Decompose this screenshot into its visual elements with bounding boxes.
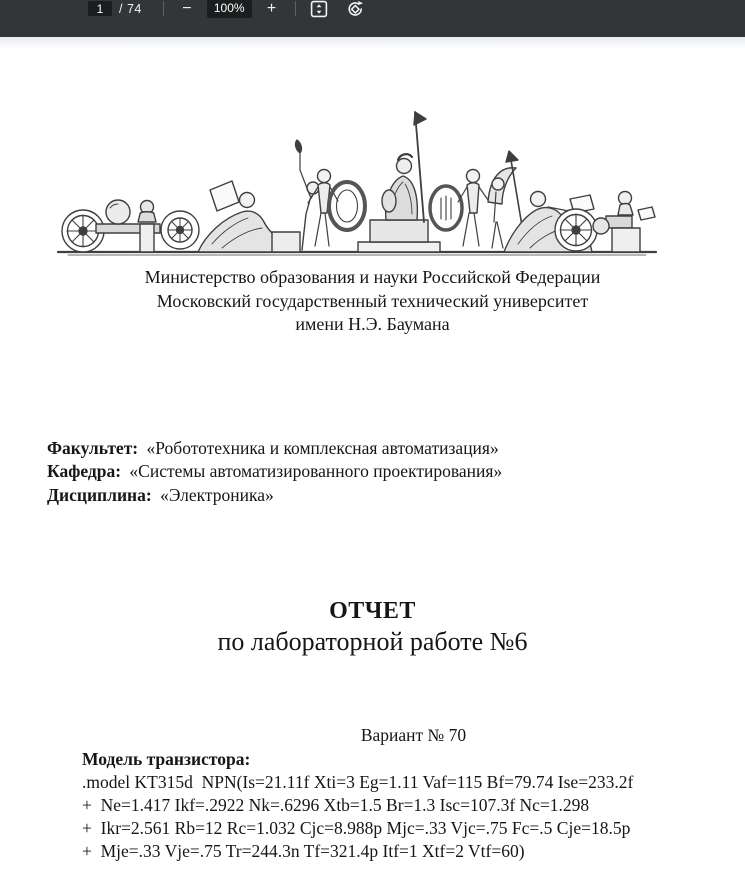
discipline-label: Дисциплина: bbox=[47, 484, 152, 505]
model-heading: Модель транзистора: bbox=[82, 749, 251, 769]
report-title: ОТЧЕТ bbox=[329, 598, 416, 624]
transistor-model-block bbox=[82, 748, 735, 863]
fit-to-page-button[interactable] bbox=[309, 0, 329, 18]
variant-label: Вариант № 70 bbox=[360, 725, 467, 745]
ministry-line-3: имени Н.Э. Баумана bbox=[295, 314, 450, 334]
faculty-label: Факультет: bbox=[47, 438, 139, 458]
department-label: Кафедра: bbox=[47, 461, 122, 482]
ministry-line-2: Московский государственный технический университет bbox=[156, 290, 589, 311]
course-info-block bbox=[47, 437, 725, 507]
rotate-button[interactable] bbox=[346, 0, 366, 18]
toolbar-controls bbox=[88, 0, 366, 17]
model-line-3: + Ikr=2.561 Rb=12 Rc=1.032 Cjc=8.988p Mjc=.33 Vjc=.75 Fc=.5 Cje=18.5p bbox=[82, 818, 631, 838]
document-page[interactable] bbox=[0, 37, 745, 871]
page-count-label: / 74 bbox=[119, 1, 142, 16]
report-subtitle: по лабораторной работе №6 bbox=[217, 627, 528, 656]
zoom-out-button[interactable]: − bbox=[176, 0, 198, 17]
discipline-line bbox=[47, 484, 725, 507]
model-line-4: + Mje=.33 Vje=.75 Tr=244.3n Tf=321.4p Itf=1 Xtf=2 Vtf=60) bbox=[82, 841, 525, 861]
toolbar-divider bbox=[295, 1, 296, 16]
fit-to-page-icon bbox=[310, 0, 328, 18]
zoom-in-button[interactable]: + bbox=[261, 0, 283, 17]
bmstu-engraving bbox=[52, 104, 662, 256]
toolbar-divider bbox=[163, 1, 164, 16]
university-header bbox=[0, 266, 745, 337]
model-line-2: + Ne=1.417 Ikf=.2922 Nk=.6296 Xtb=1.5 Br=1.3 Isc=107.3f Nc=1.298 bbox=[82, 795, 590, 815]
rotate-counterclockwise-icon bbox=[346, 0, 365, 18]
model-line-1: .model KT315d NPN(Is=21.11f Xti=3 Eg=1.11 Vaf=115 Bf=79.74 Ise=233.2f bbox=[82, 772, 634, 792]
discipline-value: «Электроника» bbox=[160, 484, 274, 505]
ministry-line-1: Министерство образования и науки Российской Федерации bbox=[144, 267, 601, 287]
zoom-level-value[interactable]: 100% bbox=[207, 0, 252, 18]
faculty-value: «Робототехника и комплексная автоматизация» bbox=[146, 438, 499, 458]
department-line bbox=[47, 460, 725, 483]
pdf-toolbar bbox=[0, 0, 745, 37]
faculty-line bbox=[47, 437, 725, 460]
page-number-input[interactable] bbox=[88, 1, 112, 16]
department-value: «Системы автоматизированного проектирования» bbox=[129, 461, 503, 482]
